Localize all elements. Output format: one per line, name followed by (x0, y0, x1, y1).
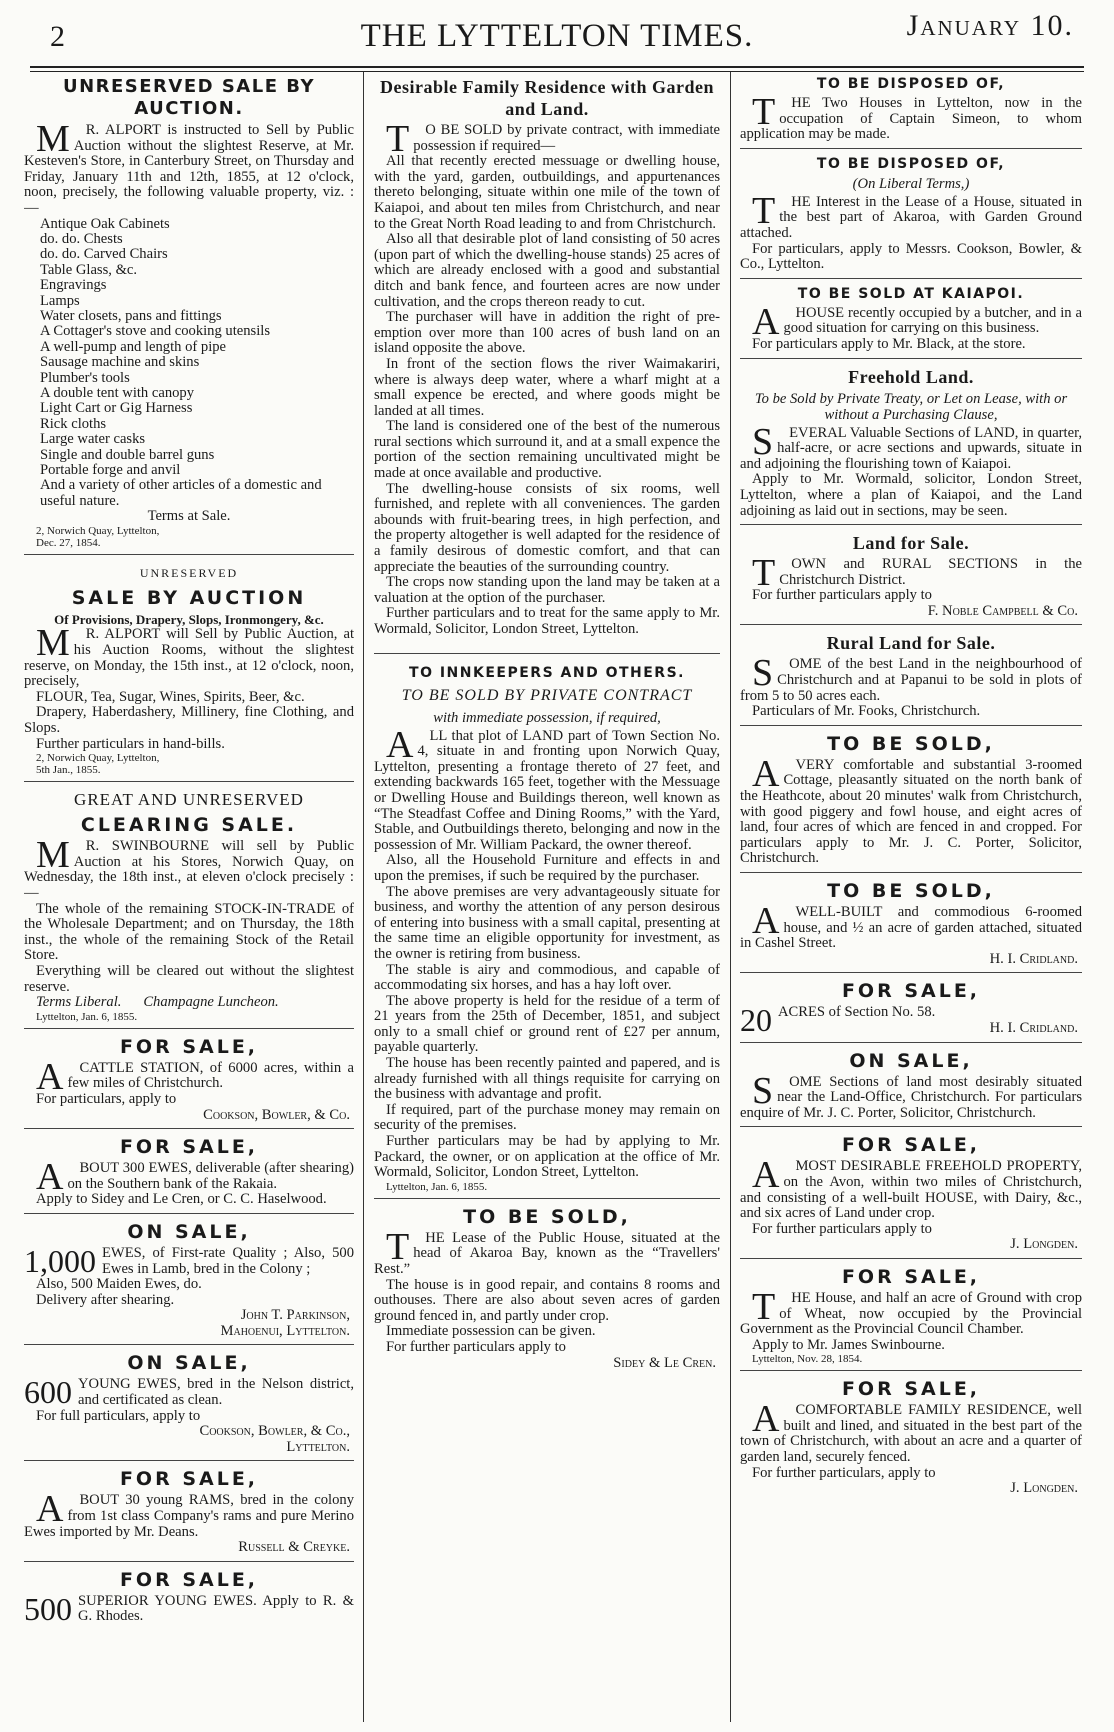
ad-body: AVERY comfortable and substantial 3-roomed Cottage, pleasantly situated on the north bank of the Heathcote, about 20 minutes' walk from Christchurch, with good piggery and fowl house, and eight acres of land, four acres of which are fenced in and cropped. For particulars apply to Mr. J. C. Porter, Solicitor, Christchurch. (740, 752, 1082, 867)
ad-body: ABOUT 300 EWES, deliverable (after shearing) on the Southern bank of the Rakaia. (36, 1156, 354, 1199)
ad-body: For particulars, apply to Messrs. Cookson, Bowler, & Co., Lyttelton. (740, 240, 1082, 273)
ad-signature: H. I. Cridland. (989, 1019, 1078, 1036)
ad-paragraph: In front of the section flows the river Waimakariri, where is always deep water, where a wharf might at a small expence be erected, and where goods might be landed at all times. (374, 355, 720, 419)
ad-body: TOWN and RURAL SECTIONS in the Christchurch District. (752, 552, 1082, 595)
ad-paragraph: Also, all the Household Furniture and effects in and upon the premises, if such be required by the purchaser. (374, 852, 720, 884)
ad-paragraph: If required, part of the purchase money may remain on security of the premises. (374, 1101, 720, 1134)
list-item: Single and double barrel guns (40, 446, 215, 463)
ad-date: Lyttelton, Jan. 6, 1855. (386, 1180, 488, 1193)
ad-heading: TO INNKEEPERS AND OTHERS. (409, 664, 685, 681)
ad-paragraph: Immediate possession can be given. (386, 1323, 596, 1340)
ad-body: EWES, of First-rate Quality ; Also, 500 Ewes in Lamb, bred in the Colony ; (102, 1244, 354, 1277)
ad-body: For further particulars apply to (752, 587, 932, 604)
list-item: Water closets, pans and fittings (40, 308, 222, 324)
ad-address: 2, Norwich Quay, Lyttelton, (36, 752, 160, 765)
ad-subheading: To be Sold by Private Treaty, or Let on Lease, with or without a Purchasing Clause, (754, 390, 1068, 423)
ad-signature: Sidey & Le Cren. (613, 1354, 716, 1371)
ad-paragraph: The house has been recently painted and papered, and is already furnished with all things requisite for carrying on the business with advantage and profit. (374, 1055, 720, 1103)
ad-paragraph: The stable is airy and commodious, and capable of accommodating six horses, and has a hay loft over. (374, 961, 720, 994)
ad-signature: J. Longden. (1010, 1236, 1078, 1253)
ad-body: AHOUSE recently occupied by a butcher, and in a good situation for carrying on this business. (752, 300, 1082, 343)
ad-body: Everything will be cleared out without the slightest reserve. (24, 962, 354, 995)
ad-body: ACATTLE STATION, of 6000 acres, within a few miles of Christchurch. (36, 1055, 354, 1098)
list-item: Plumber's tools (40, 369, 130, 386)
advertisement (374, 72, 720, 654)
advertisement (24, 1132, 354, 1214)
ad-body: Delivery after shearing. (36, 1291, 175, 1308)
ad-line: Further particulars in hand-bills. (36, 735, 225, 752)
ad-heading: ON SALE, (849, 1049, 973, 1072)
ad-body: MR. ALPORT will Sell by Public Auction, at his Auction Rooms, without the slightest reserve, on Monday, the 15th inst., at 12 o'clock, noon, precisely, (24, 622, 354, 690)
ad-signature: H. I. Cridland. (989, 950, 1078, 967)
ad-body: SUPERIOR YOUNG EWES. Apply to R. & G. Rhodes. (78, 1592, 354, 1625)
ad-date: Lyttelton, Nov. 28, 1854. (752, 1353, 863, 1366)
ad-body: THE Two Houses in Lyttelton, now in the occupation of Captain Simeon, to whom application may be made. (740, 91, 1082, 143)
column-2 (374, 72, 720, 1722)
column-3 (740, 72, 1082, 1722)
ad-body: MR. ALPORT is instructed to Sell by Public Auction without the slightest Reserve, at Mr. Kesteven's Store, in Canterbury Street, on Thursday and Friday, January 11th and 12th, 1855, at 12 o'clock, noon, precisely, the following valuable property, viz. :— (24, 118, 354, 216)
ad-number: 600 (24, 1374, 72, 1411)
ad-body: AMOST DESIRABLE FREEHOLD PROPERTY, on the Avon, within two miles of Christchurch, and consisting of a well-built HOUSE, with Dairy, &c., and six acres of Land under crop. (740, 1154, 1082, 1222)
ad-signature: J. Longden. (1010, 1480, 1078, 1497)
newspaper-title: THE LYTTELTON TIMES. (360, 18, 754, 54)
column-divider (363, 72, 364, 1722)
ad-heading: FOR SALE, (841, 980, 981, 1003)
ad-preheading: UNRESERVED (139, 565, 239, 580)
list-item: Lamps (40, 292, 80, 309)
list-item: And a variety of other articles of a domestic and useful nature. (40, 477, 322, 509)
ad-date: Lyttelton, Jan. 6, 1855. (36, 1010, 138, 1023)
ad-heading: TO BE DISPOSED OF, (816, 76, 1006, 92)
advertisement (740, 528, 1082, 625)
list-item: do. do. Chests (40, 230, 123, 247)
ad-heading: Freehold Land. (848, 366, 974, 387)
advertisement (24, 1565, 354, 1630)
ad-date: 5th Jan., 1855. (36, 764, 101, 777)
ad-subheading: with immediate possession, if required, (433, 709, 661, 726)
ad-paragraph: For further particulars apply to (386, 1338, 566, 1355)
ad-signature: F. Noble Campbell & Co. (927, 602, 1078, 619)
advertisement (24, 1464, 354, 1561)
ad-address: 2, Norwich Quay, Lyttelton, (36, 524, 160, 537)
page-number: 2 (50, 20, 65, 53)
ad-body: For further particulars, apply to (752, 1464, 936, 1481)
column-1 (24, 72, 354, 1722)
advertisement (740, 72, 1082, 149)
ad-heading: TO BE SOLD AT KAIAPOI. (797, 285, 1025, 302)
ad-body: ABOUT 30 young RAMS, bred in the colony from 1st class Company's rams and pure Merino Ewes imported by Mr. Deans. (24, 1488, 354, 1540)
ad-heading: FOR SALE, (841, 1134, 981, 1157)
advertisement (740, 362, 1082, 526)
ad-heading: Desirable Family Residence with Garden and Land. (380, 77, 714, 119)
ad-paragraph: The dwelling-house consists of six rooms, well furnished, and replete with all conveniences. The garden abounds with fruit-bearing trees, in high perfection, and the property altogether is well adapted for the residence of a family desirous of domestic comfort, and that can appreciate the beauties of the surrounding country. (374, 480, 720, 575)
ad-signature: Cookson, Bowler, & Co., (199, 1423, 350, 1440)
ad-body: For particulars apply to Mr. Black, at the store. (752, 335, 1026, 352)
ad-heading: Rural Land for Sale. (826, 633, 996, 654)
advertisement (740, 876, 1082, 973)
ad-terms: Terms Liberal. Champagne Luncheon. (36, 994, 279, 1011)
ad-heading: FOR SALE, (119, 1468, 259, 1491)
ad-heading: ON SALE, (127, 1352, 251, 1375)
list-item: Sausage machine and skins (40, 354, 200, 371)
ad-terms: Terms at Sale. (147, 508, 231, 525)
ad-heading: FOR SALE, (119, 1136, 259, 1159)
ad-body: THE House, and half an acre of Ground with crop of Wheat, now occupied by the Provincial Government as the Provincial Council Chamber. (740, 1285, 1082, 1338)
ad-paragraph: The above property is held for the residue of a term of 21 years from the 25th of December, 1851, and subject only to a small chief or ground rent of £27 per annum, payable quarterly. (374, 992, 720, 1056)
ad-signature: Lyttelton. (286, 1438, 350, 1455)
list-item: Table Glass, &c. (40, 261, 138, 278)
ad-heading: TO BE DISPOSED OF, (816, 155, 1006, 172)
ad-date: Dec. 27, 1854. (36, 536, 101, 549)
ad-body: MR. SWINBOURNE will sell by Public Auction at his Stores, Norwich Quay, on Wednesday, the 18th inst., at eleven o'clock precisely :— (24, 834, 354, 901)
ad-paragraph: The land is considered one of the best of the numerous rural sections which surround it, and at a small expence the portion of the section remaining uncultivated might be made at once available and productive. (374, 418, 720, 482)
list-item: Engravings (40, 277, 107, 294)
ad-heading: FOR SALE, (119, 1035, 259, 1058)
ad-paragraph: Further particulars may be had by applying to Mr. Packard, the owner, or on application at the office of Mr. Wormald, Solicitor, London Street, Lyttelton. (374, 1133, 720, 1181)
ad-heading: FOR SALE, (119, 1568, 259, 1591)
ad-body: SOME Sections of land most desirably situated near the Land-Office, Christchurch. For particulars enquire of Mr. J. C. Porter, Solicitor, Christchurch. (740, 1069, 1082, 1121)
ad-signature: Mahoenui, Lyttelton. (220, 1322, 350, 1339)
ad-paragraph: TO BE SOLD by private contract, with immediate possession if required— (386, 118, 720, 160)
ad-subheading: Of Provisions, Drapery, Slops, Ironmongery, &c. (54, 611, 324, 627)
ad-subheading: (On Liberal Terms,) (852, 175, 970, 192)
ad-paragraph: Also all that desirable plot of land consisting of 50 acres (upon part of which the dwelling-house stands) 25 acres of which are already enclosed with a good and substantial ditch and bank fence, and fourteen acres are now under cultivation, and the crops thereon ready to cut. (374, 231, 720, 310)
ad-body: SEVERAL Valuable Sections of LAND, in quarter, half-acre, or acre sections and upwards, situate in and adjoining the flourishing town of Kaiapoi. (740, 420, 1082, 472)
list-item: Large water casks (40, 431, 146, 448)
ad-paragraph: Further particulars and to treat for the same apply to Mr. Wormald, Solicitor, London Street, Lyttelton. (374, 605, 720, 637)
ad-heading: SALE BY AUCTION (71, 586, 307, 609)
advertisement (374, 1202, 720, 1376)
ad-body: AWELL-BUILT and commodious 6-roomed house, and ½ an acre of garden attached, situated in Cashel Street. (740, 900, 1082, 952)
ad-signature: Cookson, Bowler, & Co. (203, 1106, 350, 1123)
ad-paragraph: The house is in good repair, and contains 8 rooms and outhouses. There are also about seven acres of garden ground fenced in, and partly under crop. (374, 1276, 720, 1324)
masthead (30, 9, 1084, 56)
ad-body: The whole of the remaining STOCK-IN-TRADE of the Wholesale Department; and on Thursday, the 18th inst., the whole of the remaining Stock of the Retail Store. (24, 900, 354, 964)
advertisement (24, 72, 354, 555)
list-item: A double tent with canopy (40, 385, 195, 402)
ad-paragraph: ALL that plot of LAND part of Town Section No. 4, situate in and fronting upon Norwich Quay, Lyttelton, presenting a frontage thereto of 27 feet, and extending backwards 165 feet, together with the Messuage or Dwelling House and Buildings thereon, well known as “The Steadfast Coffee and Dining Rooms,” with the Yard, Stable, and Outbuildings thereto, belonging and now in the possession of Mr. William Packard, the owner thereof. (374, 723, 720, 853)
advertisement (740, 282, 1082, 359)
advertisement (24, 558, 354, 782)
ad-heading: TO BE SOLD, (463, 1205, 631, 1228)
list-item: do. do. Carved Chairs (40, 246, 168, 263)
ad-preheading: GREAT AND UNRESERVED (74, 790, 304, 810)
ad-subheading: TO BE SOLD BY PRIVATE CONTRACT (401, 686, 693, 704)
list-item: A well-pump and length of pipe (40, 338, 227, 355)
advertisement (740, 976, 1082, 1042)
advertisement (740, 1130, 1082, 1259)
ad-body: Apply to Mr. James Swinbourne. (752, 1336, 945, 1353)
column-divider (730, 72, 731, 1722)
ad-heading: UNRESERVED SALE BY AUCTION. (62, 76, 316, 119)
ad-body: For particulars, apply to (36, 1090, 177, 1107)
ad-number: 500 (24, 1590, 72, 1627)
ad-number: 20 (740, 1002, 772, 1039)
advertisement (740, 729, 1082, 873)
advertisement (24, 785, 354, 1029)
ad-body: Apply to Mr. Wormald, solicitor, London Street, Lyttelton, where a plan of Kaiapoi, and the Land adjoining as laid out in sections, may be seen. (740, 471, 1082, 519)
ad-body: Also, 500 Maiden Ewes, do. (36, 1276, 202, 1293)
ad-heading: ON SALE, (127, 1220, 251, 1243)
ad-number: 1,000 (24, 1242, 96, 1279)
issue-date: January 10. (906, 9, 1074, 42)
ad-body: Particulars of Mr. Fooks, Christchurch. (752, 703, 981, 720)
ad-signature: John T. Parkinson, (240, 1307, 350, 1324)
ad-heading: FOR SALE, (841, 1378, 981, 1401)
advertisement (740, 1262, 1082, 1371)
ad-signature: Russell & Creyke. (238, 1539, 350, 1556)
ad-body: For full particulars, apply to (36, 1407, 201, 1424)
advertisement (374, 657, 720, 1199)
ad-body: YOUNG EWES, bred in the Nelson district, and certificated as clean. (78, 1376, 354, 1409)
advertisement (24, 1032, 354, 1129)
ad-paragraph: The purchaser will have in addition the right of pre-emption over more than 100 acres of bush land on an island opposite the above. (374, 309, 720, 357)
advertisement (24, 1217, 354, 1346)
advertisement (740, 628, 1082, 725)
ad-body: Apply to Sidey and Le Cren, or C. C. Haselwood. (36, 1191, 327, 1208)
list-item: Light Cart or Gig Harness (40, 400, 193, 417)
ad-paragraph: THE Lease of the Public House, situated at the head of Akaroa Bay, known as the “Travellers' Rest.” (374, 1225, 720, 1277)
item-list (24, 217, 354, 510)
list-item: Antique Oak Cabinets (40, 215, 170, 232)
ad-heading: CLEARING SALE. (80, 814, 298, 837)
ad-paragraph: The crops now standing upon the land may be taken at a valuation at the option of the purchaser. (374, 574, 720, 606)
ad-heading: TO BE SOLD, (827, 880, 995, 902)
advertisement (740, 1046, 1082, 1128)
list-item: A Cottager's stove and cooking utensils (40, 323, 271, 340)
ad-body: ACOMFORTABLE FAMILY RESIDENCE, well built and lined, and situated in the best part of the town of Christchurch, with about an acre and a quarter of garden land, securely fenced. (740, 1398, 1082, 1466)
ad-heading: FOR SALE, (841, 1265, 981, 1288)
ad-body: ACRES of Section No. 58. (778, 1004, 936, 1021)
advertisement (740, 1374, 1082, 1502)
ad-paragraph: The above premises are very advantageously situate for business, and worthy the attention of any person desirous of entering into business with a small capital, presenting at the same time an eligible opportunity for investment, as the owner is retiring from business. (374, 883, 720, 962)
ad-heading: TO BE SOLD, (827, 732, 995, 755)
advertisement (740, 152, 1082, 279)
ad-body: SOME of the best Land in the neighbourhood of Christchurch and at Papanui to be sold in plots of from 5 to 50 acres each. (740, 652, 1082, 704)
list-item: Portable forge and anvil (40, 462, 181, 479)
list-item: Rick cloths (40, 415, 107, 432)
ad-line: Drapery, Haberdashery, Millinery, fine Clothing, and Slops. (24, 704, 354, 737)
ad-heading: Land for Sale. (852, 533, 970, 554)
ad-body: THE Interest in the Lease of a House, situated in the best part of Akaroa, with Garden Ground attached. (740, 189, 1082, 241)
ad-body: For further particulars apply to (752, 1220, 932, 1237)
advertisement (24, 1348, 354, 1461)
ad-paragraph: All that recently erected messuage or dwelling house, with the yard, garden, outbuildings, and appurtenances thereto belonging, situate within one mile of the town of Kaiapoi, and about ten miles from Christchurch, and near to the Great North Road leading to and from Christchurch. (374, 153, 720, 232)
ad-line: FLOUR, Tea, Sugar, Wines, Spirits, Beer, &c. (36, 688, 305, 705)
